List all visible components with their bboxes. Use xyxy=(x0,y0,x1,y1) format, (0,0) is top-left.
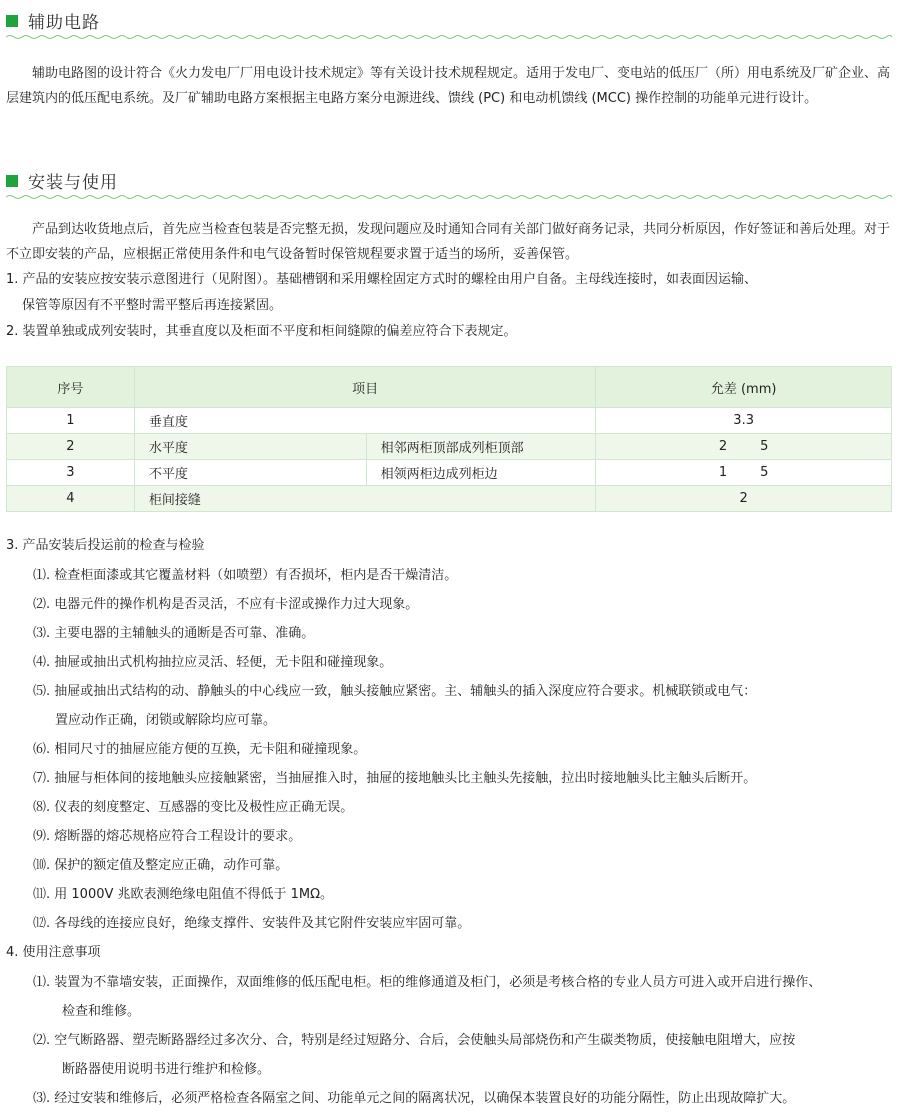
table-row xyxy=(7,408,892,434)
install-intro: 产品到达收货地点后，首先应当检查包装是否完整无损，发现问题应及时通知合同有关部门做好商务记录，共同分析原因，作好签证和善后处理。对于不立即安装的产品，应根据正常使用条件和电气设备暂时保管规程要求置于适当的场所，妥善保管。 xyxy=(6,222,891,262)
check-item: ⑶. 主要电器的主辅触头的通断是否可靠、准确。 xyxy=(33,626,315,641)
cell-no: 3 xyxy=(7,460,135,486)
section-header-install xyxy=(6,166,892,196)
install-item-1: 1. 产品的安装应按安装示意图进行（见附图）。基础槽钢和采用螺栓固定方式时的螺栓由用户自备。主母线连接时，如表面因运输、 xyxy=(6,272,758,287)
cell-tolerance: 2 xyxy=(596,486,892,512)
check-item: ⑸. 抽屉或抽出式结构的动、静触头的中心线应一致，触头接触应紧密。主、辅触头的插入深度应符合要求。机械联锁或电气： xyxy=(33,684,757,699)
table-row xyxy=(7,460,892,486)
check-item: ⑾. 用 1000V 兆欧表测绝缘电阻值不得低于 1MΩ。 xyxy=(33,887,334,902)
note-item: ⑴. 装置为不靠墙安装，正面操作，双面维修的低压配电柜。柜的维修通道及柜门，必须是考核合格的专业人员方可进入或开启进行操作、 xyxy=(33,975,822,990)
wavy-divider xyxy=(6,194,892,200)
check-item: ⑽. 保护的额定值及整定应正确，动作可靠。 xyxy=(33,858,289,873)
green-square-icon xyxy=(6,15,18,27)
note-item-cont: 检查和维修。 xyxy=(62,1004,141,1019)
section-title: 辅助电路 xyxy=(28,13,100,33)
check-item: ⑴. 检查柜面漆或其它覆盖材料（如喷塑）有否损坏，柜内是否干燥清洁。 xyxy=(33,568,458,583)
install-item-1-cont: 保管等原因有不平整时需平整后再连接紧固。 xyxy=(22,298,283,313)
green-square-icon xyxy=(6,175,18,187)
install-item-2: 2. 装置单独或成列安装时，其垂直度以及柜面不平度和柜间缝隙的偏差应符合下表规定。 xyxy=(6,324,517,339)
wavy-divider xyxy=(6,34,892,40)
aux-body: 辅助电路图的设计符合《火力发电厂厂用电设计技术规定》等有关设计技术规程规定。适用于发电厂、变电站的低压厂（所）用电系统及厂矿企业、高层建筑内的低压配电系统。及厂矿辅助电路方案根据主电路方案分电源进线、馈线 (PC) 和电动机馈线 (MCC) 操作控制的功能单元进行设计。 xyxy=(6,66,891,106)
cell-tolerance: 2 5 xyxy=(596,434,892,460)
cell-no: 4 xyxy=(7,486,135,512)
check-item: ⑵. 电器元件的操作机构是否灵活，不应有卡涩或操作力过大现象。 xyxy=(33,597,419,612)
check-item: ⑻. 仪表的刻度整定、互感器的变比及极性应正确无误。 xyxy=(33,800,354,815)
table-header-row xyxy=(7,367,892,408)
cell-subitem: 相领两柜边成列柜边 xyxy=(366,460,596,486)
section-header-aux xyxy=(6,6,892,36)
cell-item: 柜间接缝 xyxy=(134,486,595,512)
check-item: ⑿. 各母线的连接应良好，绝缘支撑件、安装件及其它附件安装应牢固可靠。 xyxy=(33,916,471,931)
table-row xyxy=(7,486,892,512)
tolerance-table xyxy=(6,366,892,512)
cell-tolerance: 3.3 xyxy=(596,408,892,434)
check-item: ⑷. 抽屉或抽出式机构抽拉应灵活、轻便，无卡阻和碰撞现象。 xyxy=(33,655,393,670)
header-tolerance: 允差 (mm) xyxy=(596,367,892,408)
cell-item: 水平度 xyxy=(134,434,366,460)
check-item: ⑼. 熔断器的熔芯规格应符合工程设计的要求。 xyxy=(33,829,302,844)
cell-item: 垂直度 xyxy=(134,408,595,434)
section-title: 安装与使用 xyxy=(28,173,118,193)
check-item: ⑺. 抽屉与柜体间的接地触头应接触紧密，当抽屉推入时，抽屉的接地触头比主触头先接触，拉出时接地触头比主触头后断开。 xyxy=(33,771,757,786)
note-item: ⑶. 经过安装和维修后，必须严格检查各隔室之间、功能单元之间的隔离状况，以确保本装置良好的功能分隔性，防止出现故障扩大。 xyxy=(33,1091,796,1106)
cell-tolerance: 1 5 xyxy=(596,460,892,486)
note-item-cont: 断路器使用说明书进行维护和检修。 xyxy=(62,1062,271,1077)
cell-no: 2 xyxy=(7,434,135,460)
check-item-cont: 置应动作正确，闭锁或解除均应可靠。 xyxy=(55,713,277,728)
notes-heading: 4. 使用注意事项 xyxy=(6,945,101,960)
check-heading: 3. 产品安装后投运前的检查与检验 xyxy=(6,538,205,553)
header-no: 序号 xyxy=(7,367,135,408)
note-item: ⑵. 空气断路器、塑壳断路器经过多次分、合，特别是经过短路分、合后，会使触头局部烧伤和产生碳类物质，使接触电阻增大，应按 xyxy=(33,1033,796,1048)
cell-subitem: 相邻两柜顶部成列柜顶部 xyxy=(366,434,596,460)
header-item: 项目 xyxy=(134,367,595,408)
cell-item: 不平度 xyxy=(134,460,366,486)
cell-no: 1 xyxy=(7,408,135,434)
table-row xyxy=(7,434,892,460)
check-item: ⑹. 相同尺寸的抽屉应能方便的互换，无卡阻和碰撞现象。 xyxy=(33,742,367,757)
